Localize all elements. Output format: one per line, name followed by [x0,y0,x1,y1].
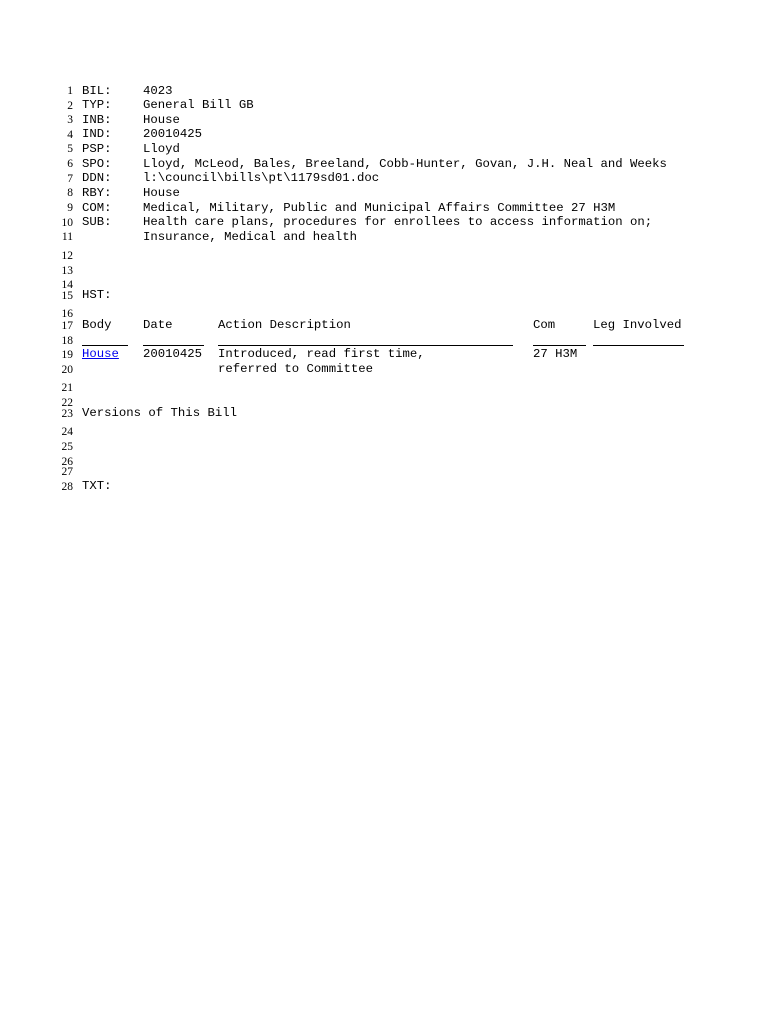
field-label-rby: RBY: [82,186,112,200]
history-rule-leg [593,345,684,346]
line-number: 5 [67,143,73,155]
field-value-rby: House [143,186,180,200]
history-header-leg: Leg Involved [593,318,682,332]
line-number: 4 [67,129,73,141]
history-body-link[interactable]: House [82,347,119,361]
field-label-typ: TYP: [82,98,112,112]
field-label-spo: SPO: [82,157,112,171]
line-number: 20 [61,364,73,376]
field-label-ind: IND: [82,127,112,141]
line-number: 8 [67,187,73,199]
line-number: 9 [67,202,73,214]
field-label-com: COM: [82,201,112,215]
line-number: 27 [61,466,73,478]
history-rule-body [82,345,128,346]
history-label: HST: [82,288,112,302]
line-number: 19 [61,349,73,361]
field-value-spo: Lloyd, McLeod, Bales, Breeland, Cobb-Hunter, Govan, J.H. Neal and Weeks [143,157,667,171]
history-header-action: Action Description [218,318,351,332]
field-label-sub: SUB: [82,215,112,229]
line-number: 16 [61,308,73,320]
line-number: 25 [61,441,73,453]
text-label: TXT: [82,479,112,493]
history-com: 27 H3M [533,347,578,361]
line-number: 10 [61,217,73,229]
line-number: 18 [61,335,73,347]
line-number: 28 [61,481,73,493]
history-header-date: Date [143,318,173,332]
history-action-line2: referred to Committee [218,362,373,376]
field-value-bil: 4023 [143,84,173,98]
line-number: 23 [61,408,73,420]
field-value-psp: Lloyd [143,142,180,156]
field-label-bil: BIL: [82,84,112,98]
line-number: 15 [61,290,73,302]
field-value-ddn: l:\council\bills\pt\1179sd01.doc [143,171,380,185]
history-action-line1: Introduced, read first time, [218,347,425,361]
line-number: 21 [61,382,73,394]
line-number: 14 [61,279,73,291]
field-label-inb: INB: [82,113,112,127]
line-number: 12 [61,250,73,262]
line-number: 11 [61,231,73,243]
history-date: 20010425 [143,347,203,361]
line-number: 6 [67,158,73,170]
line-number: 1 [67,85,73,97]
field-value-typ: General Bill GB [143,98,254,112]
line-number: 2 [67,100,73,112]
history-header-com: Com [533,318,556,332]
field-label-ddn: DDN: [82,171,112,185]
field-value-sub: Health care plans, procedures for enrollees to access information on; [143,215,653,229]
history-header-body: Body [82,318,112,332]
line-number: 26 [61,456,73,468]
versions-heading: Versions of This Bill [82,406,237,420]
line-number: 22 [61,397,73,409]
line-number: 3 [67,114,73,126]
field-value-ind: 20010425 [143,127,203,141]
field-label-psp: PSP: [82,142,112,156]
field-value-com: Medical, Military, Public and Municipal Affairs Committee 27 H3M [143,201,616,215]
line-number: 13 [61,265,73,277]
line-number: 24 [61,426,73,438]
field-value-inb: House [143,113,180,127]
line-number: 7 [67,173,73,185]
line-number: 17 [61,320,73,332]
history-rule-date [143,345,204,346]
field-value-sub-continuation: Insurance, Medical and health [143,230,358,244]
history-rule-com [533,345,586,346]
history-rule-action [218,345,513,346]
